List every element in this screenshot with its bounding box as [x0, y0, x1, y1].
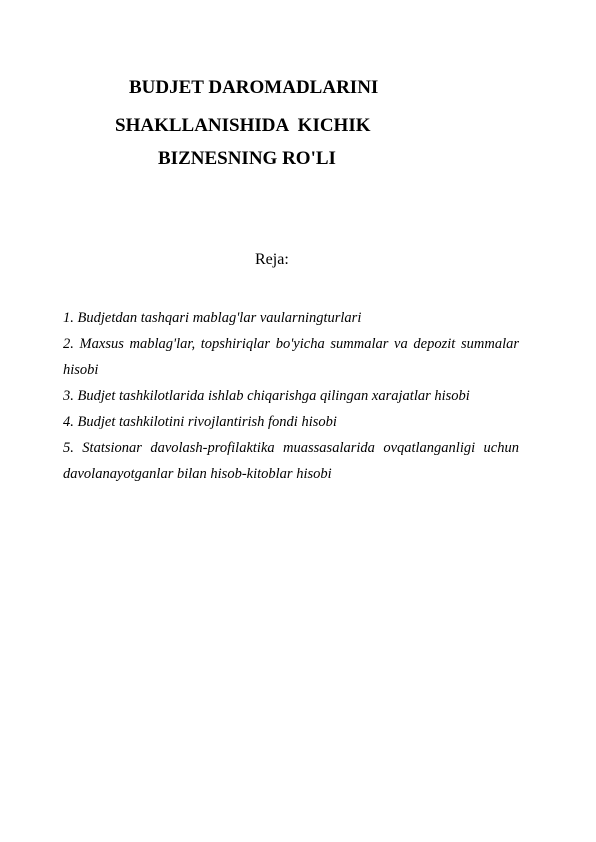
document-title-line-1: BUDJET DAROMADLARINI	[129, 77, 379, 98]
plan-list	[63, 305, 519, 487]
document-title-line-2: SHAKLLANISHIDA KICHIK	[115, 115, 371, 136]
plan-item-3: 3. Budjet tashkilotlarida ishlab chiqarishga qilingan xarajatlar hisobi	[63, 388, 470, 404]
document-title-line-3: BIZNESNING RO'LI	[158, 148, 336, 169]
plan-item-2: 2. Maxsus mablag'lar, topshiriqlar bo'yicha summalar va depozit summalar hisobi	[63, 336, 519, 378]
plan-item-1: 1. Budjetdan tashqari mablag'lar vaularningturlari	[63, 310, 362, 326]
plan-item-5: 5. Statsionar davolash-profilaktika muassasalarida ovqatlanganligi uchun davolanayotganlar bilan hisob-kitoblar hisobi	[63, 440, 519, 482]
plan-heading: Reja:	[255, 251, 289, 268]
plan-item-4: 4. Budjet tashkilotini rivojlantirish fondi hisobi	[63, 414, 337, 430]
